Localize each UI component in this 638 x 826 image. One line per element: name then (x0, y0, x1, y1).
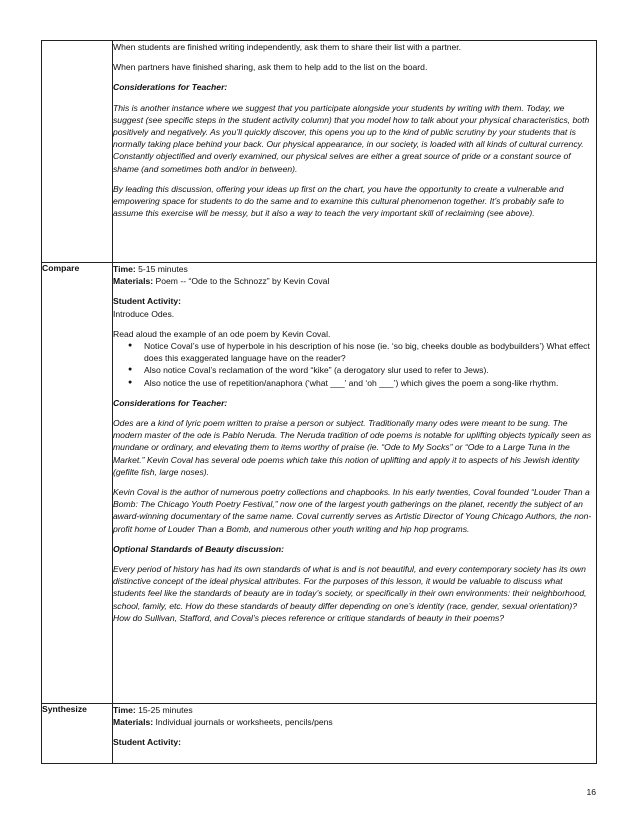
compare-materials (113, 275, 596, 287)
standards-heading: Optional Standards of Beauty discussion: (113, 543, 284, 554)
intro-content-cell (113, 41, 597, 263)
standards-text: Every period of history has had its own standards of what is and is not beautiful, and every contemporary society has its own distinctive concept of the ideal physical attributes. For the purposes of this lesson, it would be valuable to discuss what students feel like the standards of beauty are in today’s society, or specifically in their own environments: their neighborhood, school, family, etc. How do these standards of beauty differ depending on one’s identity (race, gender, sexual orientation)? How do Sullivan, Stafford, and Coval’s pieces reference or critique standards of beauty in their poems? (113, 564, 587, 623)
table-row-synthesize (42, 704, 597, 764)
student-activity-heading: Student Activity: (113, 737, 181, 748)
intro-paragraph-1: When students are finished writing independently, ask them to share their list with a partner. (113, 42, 462, 52)
compare-content-cell (113, 263, 597, 704)
time-value: 5-15 minutes (135, 264, 188, 274)
time-value: 15-25 minutes (135, 705, 193, 715)
row-label-compare: Compare (42, 263, 113, 704)
notice-bullet-list (113, 340, 596, 389)
lesson-plan-table (41, 40, 597, 764)
synthesize-materials (113, 716, 596, 728)
list-item: ● Notice Coval’s use of hyperbole in his description of his nose (ie. ‘so big, cheeks double as bodybuilders’) What effect does this exaggerated language have on the reader? (144, 340, 596, 364)
materials-value: Individual journals or worksheets, pencils/pens (153, 717, 333, 728)
time-label: Time: (113, 264, 136, 274)
student-activity-heading: Student Activity: (113, 296, 181, 307)
compare-time (113, 263, 596, 275)
row-label-empty (42, 41, 113, 263)
synthesize-time (113, 704, 596, 716)
row-label-synthesize: Synthesize (42, 704, 113, 764)
leading-discussion-text: By leading this discussion, offering your ideas up first on the chart, you have the opportunity to create a vulnerable and empowering space for students to do the same and to examine this cultural phenomenon together. It’s probably safe to assume this exercise will be messy, but it also a way to teach the very important skill of reclaiming (see above). (113, 183, 564, 219)
considerations-text: This is another instance where we suggest that you participate alongside your students by writing with them. Today, we suggest (see specific steps in the student activity column) that you model how to talk about your physical characteristics, both positively and negatively. As you’ll quickly discover, this opens you up to the kind of public scrutiny by your students that is normally taking place behind your back. Our physical appearance, in our society, is loaded with all kinds of cultural currency. Constantly objectified and overly examined, our physical selves are either a great source of pride or a constant source of shame (and sometimes both and/or in between). (113, 102, 590, 174)
activity-intro: Introduce Odes. (113, 308, 175, 319)
materials-value: Poem -- “Ode to the Schnozz” by Kevin Coval (153, 276, 330, 287)
time-label: Time: (113, 705, 136, 715)
materials-label: Materials: (113, 717, 154, 728)
coval-bio-text: Kevin Coval is the author of numerous poetry collections and chapbooks. In his early twenties, Coval founded “Louder Than a Bomb: The Chicago Youth Poetry Festival,” now one of the largest youth gatherings on the planet, recently the subject of an award-winning documentary of the same name. Coval currently serves as Artistic Director of Young Chicago Authors, the non-profit home of Louder Than a Bomb, and numerous other youth writing and hip hop programs. (113, 487, 592, 534)
list-item: ● Also notice the use of repetition/anaphora (‘what ___’ and ‘oh ___’) which gives the poem a song-like rhythm. (144, 377, 596, 389)
synthesize-content-cell (113, 704, 597, 764)
considerations-heading: Considerations for Teacher: (113, 397, 228, 408)
table-row-intro (42, 41, 597, 263)
read-aloud-text: Read aloud the example of an ode poem by Kevin Coval. (113, 328, 331, 339)
materials-label: Materials: (113, 276, 154, 287)
list-item: ● Also notice Coval’s reclamation of the word “kike” (a derogatory slur used to refer to Jews). (144, 364, 596, 376)
considerations-heading: Considerations for Teacher: (113, 82, 228, 93)
intro-paragraph-2: When partners have finished sharing, ask them to help add to the list on the board. (113, 62, 428, 73)
page-number: 16 (586, 787, 596, 797)
table-row-compare (42, 263, 597, 704)
odes-text: Odes are a kind of lyric poem written to praise a person or subject. Traditionally many odes were meant to be sung. The modern master of the ode is Pablo Neruda. The Neruda tradition of ode poems is notable for uplifting objects typically seen as mundane or ordinary, and elevating them to items worthy of praise (ie. “Ode to My Socks” or “Ode to a Large Tuna in the Market.” Kevin Coval has several ode poems which take this notion of uplifting and apply it to aspects of his Jewish identity (gefilte fish, large noses). (113, 418, 592, 477)
